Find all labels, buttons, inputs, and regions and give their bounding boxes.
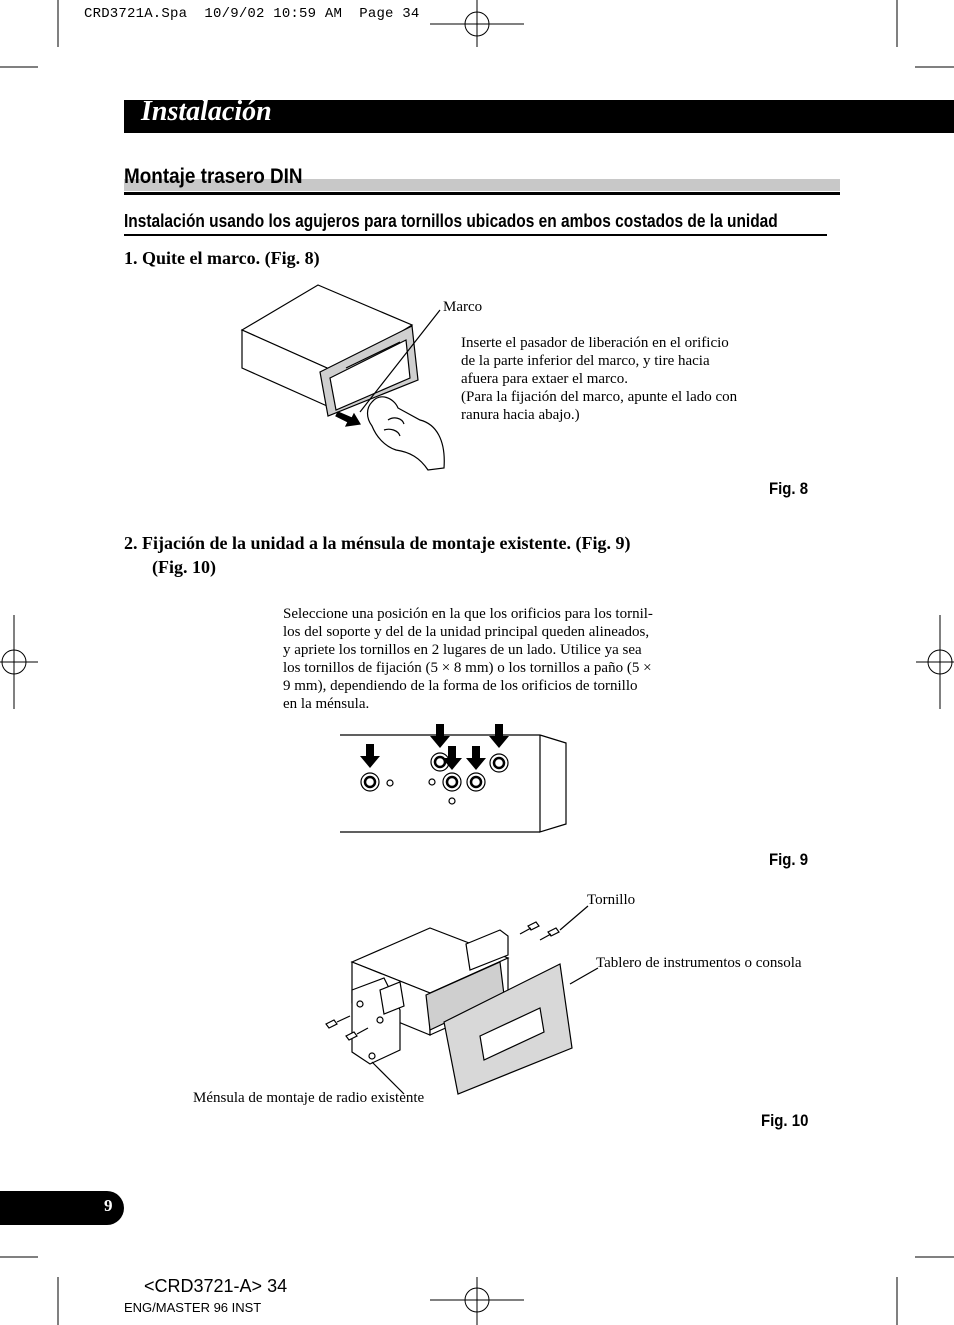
page-number: 9 xyxy=(104,1196,113,1215)
fig8-callout-instructions xyxy=(461,334,761,424)
print-slug: CRD3721A.Spa 10/9/02 10:59 AM Page 34 xyxy=(84,6,420,22)
fig8-instruction-line: Inserte el pasador de liberación en el orificio xyxy=(461,335,729,351)
fig9-instruction-line: Seleccione una posición en la que los orificios para los tornil- xyxy=(283,606,653,622)
fig8-label: Fig. 8 xyxy=(769,479,809,498)
fig8-callout-marco: Marco xyxy=(443,299,483,315)
section-heading: Montaje trasero DIN xyxy=(124,165,303,188)
step-2-text-continued: (Fig. 10) xyxy=(152,557,216,577)
fig9-illustration xyxy=(340,724,566,832)
fig8-illustration xyxy=(242,285,444,470)
fig8-instruction-line: ranura hacia abajo.) xyxy=(461,407,580,423)
subheading-rule xyxy=(124,234,827,236)
master-label: ENG/MASTER 96 INST xyxy=(124,1300,262,1315)
fig9-instruction-line: y apriete los tornillos en 2 lugares de un lado. Utilice ya sea xyxy=(283,642,642,658)
fig8-instruction-line: afuera para extaer el marco. xyxy=(461,371,628,387)
fig9-instruction-line: 9 mm), dependiendo de la forma de los orificios de tornillo xyxy=(283,678,638,694)
step-1-text: 1. Quite el marco. (Fig. 8) xyxy=(124,248,320,268)
step-2-text: 2. Fijación de la unidad a la ménsula de montaje existente. (Fig. 9) xyxy=(124,533,631,553)
fig10-label: Fig. 10 xyxy=(761,1111,809,1130)
fig9-instruction-line: los del soporte y del de la unidad principal queden alineados, xyxy=(283,624,650,640)
page-title: Instalación xyxy=(141,96,272,127)
section-heading-rule xyxy=(124,192,840,195)
fig9-label: Fig. 9 xyxy=(769,850,809,869)
document-code: <CRD3721-A> 34 xyxy=(144,1276,288,1296)
fig9-instructions xyxy=(283,605,693,713)
fig8-instruction-line: de la parte inferior del marco, y tire hacia xyxy=(461,353,710,369)
fig9-instruction-line: en la ménsula. xyxy=(283,696,370,712)
fig10-callout-mensula: Ménsula de montaje de radio existente xyxy=(193,1090,425,1106)
subheading: Instalación usando los agujeros para tornillos ubicados en ambos costados de la unidad xyxy=(124,211,778,231)
fig10-callout-tablero: Tablero de instrumentos o consola xyxy=(596,955,802,971)
fig10-callout-tornillo: Tornillo xyxy=(587,892,636,908)
fig8-instruction-line: (Para la fijación del marco, apunte el lado con xyxy=(461,389,738,405)
fig10-illustration xyxy=(326,906,598,1094)
fig9-instruction-line: los tornillos de fijación (5 × 8 mm) o los tornillos a paño (5 × xyxy=(283,660,652,676)
fig9-screw-holes xyxy=(361,753,508,804)
